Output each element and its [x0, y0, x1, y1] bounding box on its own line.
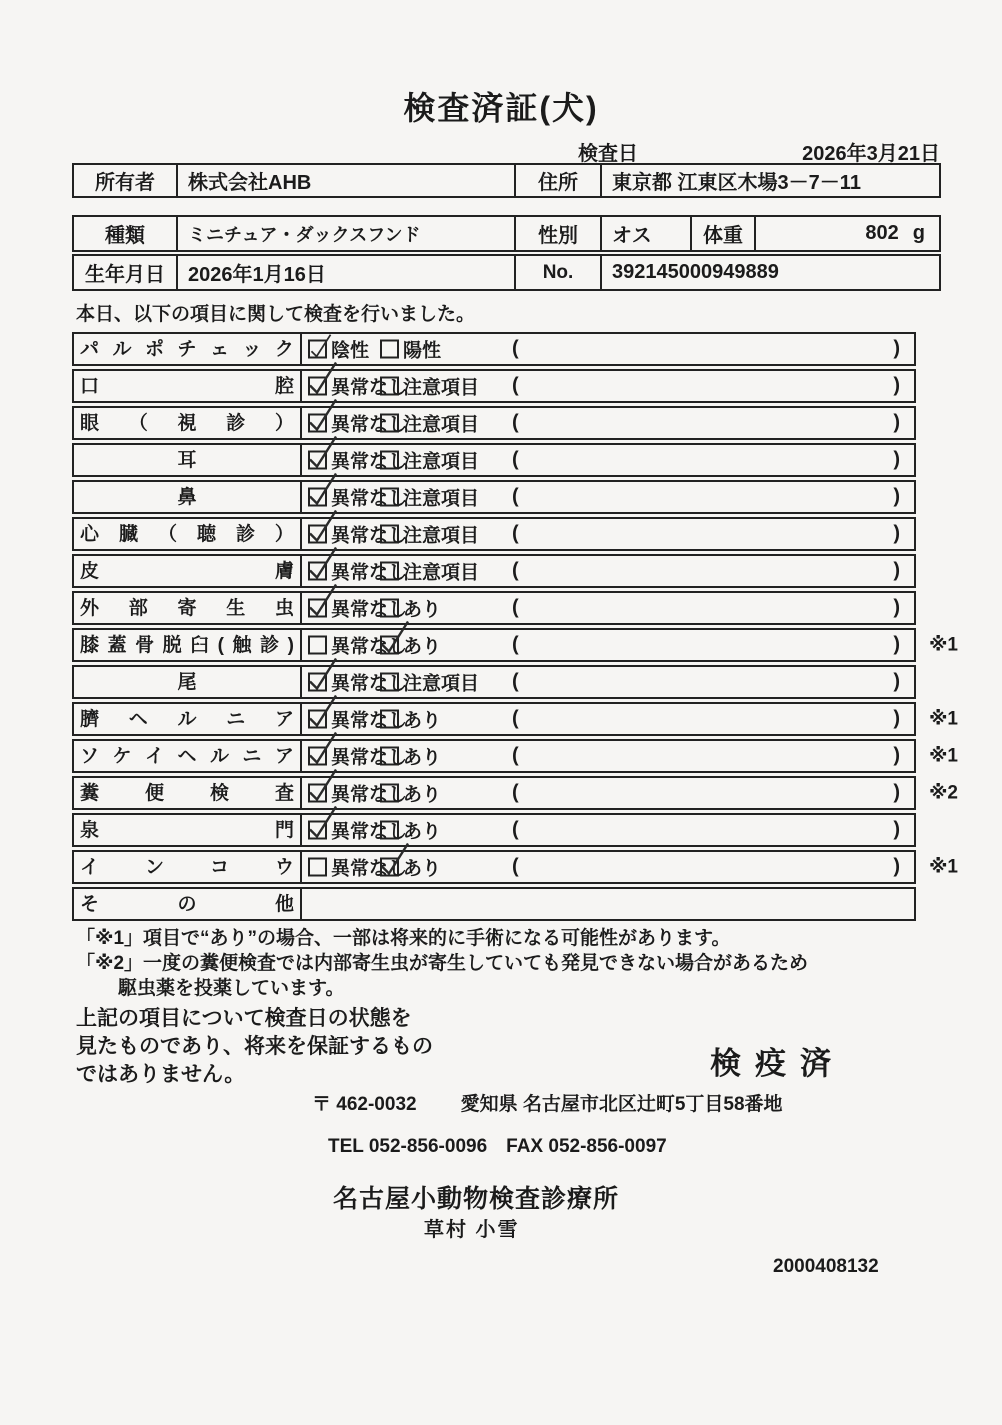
- result-option-1-label: 異常なし: [331, 451, 408, 473]
- remark-paren-open: (: [512, 744, 519, 767]
- checkbox-icon: [308, 710, 327, 729]
- checkmark-icon: [308, 360, 338, 396]
- inspection-row: [72, 776, 958, 810]
- inspection-item-label-cell: [74, 445, 302, 475]
- remark-paren-close: ): [893, 559, 900, 582]
- checkbox-icon: [380, 710, 399, 729]
- remark-paren-close: ): [893, 374, 900, 397]
- result-option-1-label: 異常なし: [331, 414, 408, 436]
- clinic-tel-fax: TEL 052-856-0096 FAX 052-856-0097: [328, 1136, 667, 1157]
- inspection-item-label-cell: [74, 704, 302, 734]
- inspection-row: [72, 406, 916, 440]
- checkbox-icon: [308, 858, 327, 877]
- result-option-1-label: 異常なし: [331, 821, 408, 843]
- inspection-item-label-cell: [74, 334, 302, 364]
- result-option-2-label: 注意項目: [403, 673, 480, 695]
- result-option-2: [380, 373, 479, 400]
- inspection-table: [72, 332, 958, 924]
- checkmark-icon: [308, 508, 338, 544]
- inspection-item-label: 皮 膚: [80, 560, 294, 582]
- result-option-2: [380, 669, 479, 696]
- checkbox-icon: [380, 340, 399, 359]
- address-value: 東京都 江東区木場3－7－11: [600, 165, 939, 196]
- reference-mark: ※2: [928, 782, 958, 804]
- result-option-2-label: 注意項目: [403, 414, 480, 436]
- checkbox-icon: [308, 377, 327, 396]
- checkbox-icon: [380, 673, 399, 692]
- statement-line: ではありません。: [76, 1063, 246, 1086]
- disclaimer-statement: [76, 1005, 433, 1089]
- inspection-item-label-cell: [74, 889, 302, 919]
- remark-paren-close: ): [893, 781, 900, 804]
- checkbox-icon: [380, 636, 399, 655]
- result-option-1-label: 異常なし: [331, 636, 408, 658]
- result-option-1-label: 異常なし: [331, 747, 408, 769]
- result-option-1-label: 異常なし: [331, 488, 408, 510]
- remark-paren-close: ): [893, 707, 900, 730]
- examiner-name: 草村 小雪: [424, 1219, 520, 1241]
- inspection-item-options: [302, 667, 914, 697]
- remark-paren-close: ): [893, 596, 900, 619]
- result-option-2: [380, 447, 479, 474]
- result-option-2-label: あり: [403, 636, 442, 658]
- checkmark-icon: [308, 767, 338, 803]
- inspection-item-label-cell: [74, 815, 302, 845]
- inspection-item-label-cell: [74, 482, 302, 512]
- checkbox-icon: [380, 821, 399, 840]
- inspection-item-options: [302, 408, 914, 438]
- document-title: 検査済証(犬): [403, 90, 599, 126]
- inspection-row: [72, 628, 958, 662]
- remark-paren-open: (: [512, 818, 519, 841]
- checkbox-icon: [308, 414, 327, 433]
- result-option-2-label: あり: [403, 784, 442, 806]
- remark-paren-open: (: [512, 559, 519, 582]
- breed-value: ミニチュア・ダックスフンド: [176, 217, 514, 250]
- inspection-item-label: 口 腔: [80, 375, 294, 397]
- remark-paren-open: (: [512, 374, 519, 397]
- remark-paren-open: (: [512, 633, 519, 656]
- inspection-item-options: [302, 889, 914, 919]
- checkbox-icon: [380, 377, 399, 396]
- checkmark-icon: [380, 841, 410, 877]
- number-label: No.: [514, 256, 600, 289]
- weight-label: 体重: [690, 217, 754, 250]
- checkbox-icon: [308, 747, 327, 766]
- inspection-item-options: [302, 445, 914, 475]
- checkmark-icon: [308, 397, 338, 433]
- remark-paren-close: ): [893, 633, 900, 656]
- footnote-line: 「※1」項目で“あり”の場合、一部は将来的に手術になる可能性があります。: [76, 928, 731, 949]
- checkmark-icon: [308, 582, 338, 618]
- inspection-row: [72, 369, 916, 403]
- weight-number: 802: [865, 222, 899, 244]
- remark-paren-open: (: [512, 411, 519, 434]
- address-label: 住所: [514, 165, 600, 196]
- checkbox-icon: [380, 747, 399, 766]
- checkbox-icon: [380, 784, 399, 803]
- result-option-1-label: 異常なし: [331, 562, 408, 584]
- sex-label: 性別: [514, 217, 600, 250]
- inspection-date-label: 検査日: [578, 143, 638, 165]
- remark-paren-open: (: [512, 855, 519, 878]
- checkbox-icon: [308, 599, 327, 618]
- inspection-item-label-cell: [74, 593, 302, 623]
- reference-mark: ※1: [928, 856, 958, 878]
- remark-paren-close: ): [893, 522, 900, 545]
- result-option-2: [380, 780, 441, 807]
- checkbox-icon: [380, 562, 399, 581]
- checkbox-icon: [380, 599, 399, 618]
- remark-paren-open: (: [512, 522, 519, 545]
- checkmark-icon: [380, 619, 410, 655]
- remark-paren-open: (: [512, 448, 519, 471]
- remark-paren-close: ): [893, 485, 900, 508]
- remark-paren-open: (: [512, 485, 519, 508]
- result-option-2-label: あり: [403, 710, 442, 732]
- result-option-2: [380, 336, 441, 363]
- checkbox-icon: [308, 451, 327, 470]
- result-option-2-label: 陽性: [403, 340, 442, 362]
- result-option-1-label: 異常なし: [331, 784, 408, 806]
- remark-paren-open: (: [512, 337, 519, 360]
- result-option-2-label: あり: [403, 747, 442, 769]
- statement-line: 見たものであり、将来を保証するもの: [76, 1035, 433, 1058]
- checkbox-icon: [308, 636, 327, 655]
- inspection-item-options: [302, 334, 914, 364]
- inspection-item-label-cell: [74, 630, 302, 660]
- result-option-2: [380, 558, 479, 585]
- inspection-row: [72, 443, 916, 477]
- result-option-2: [380, 706, 441, 733]
- inspection-item-label-cell: [74, 371, 302, 401]
- checkmark-icon: [308, 471, 338, 507]
- inspection-item-options: [302, 519, 914, 549]
- result-option-2-label: あり: [403, 599, 442, 621]
- inspection-item-label: イ ン コ ウ: [80, 856, 294, 878]
- result-option-2: [380, 854, 441, 881]
- remark-paren-close: ): [893, 337, 900, 360]
- inspection-date-value: 2026年3月21日: [802, 143, 940, 165]
- inspection-row: [72, 332, 916, 366]
- inspection-item-options: [302, 630, 958, 660]
- result-option-2: [380, 817, 441, 844]
- checkbox-icon: [308, 525, 327, 544]
- inspection-item-options: [302, 852, 958, 882]
- remark-paren-close: ): [893, 855, 900, 878]
- inspection-item-label: ソ ケ イ ヘ ル ニ ア: [80, 745, 294, 767]
- result-option-2-label: 注意項目: [403, 377, 480, 399]
- birth-table-row: [72, 254, 941, 291]
- remark-paren-close: ): [893, 744, 900, 767]
- result-option-2-label: 注意項目: [403, 488, 480, 510]
- result-option-2-label: 注意項目: [403, 451, 480, 473]
- checkmark-icon: [308, 434, 338, 470]
- owner-table-row: [72, 163, 941, 198]
- clinic-postal-code: 〒 462-0032: [312, 1094, 417, 1115]
- reference-mark: ※1: [928, 634, 958, 656]
- result-option-2: [380, 521, 479, 548]
- inspection-row: [72, 813, 916, 847]
- clinic-address-line: [312, 1089, 783, 1116]
- result-option-2: [380, 410, 479, 437]
- result-option-1-label: 異常なし: [331, 525, 408, 547]
- birthdate-label: 生年月日: [85, 264, 165, 286]
- inspection-row: [72, 480, 916, 514]
- intro-sentence: 本日、以下の項目に関して検査を行いました。: [76, 304, 476, 325]
- result-option-2: [380, 743, 441, 770]
- number-value: 392145000949889: [600, 256, 939, 289]
- result-option-1-label: 異常なし: [331, 858, 408, 880]
- inspection-item-label: 泉 門: [80, 819, 294, 841]
- result-option-1-label: 異常なし: [331, 673, 408, 695]
- checkbox-icon: [308, 784, 327, 803]
- statement-line: 上記の項目について検査日の状態を: [76, 1007, 412, 1030]
- remark-paren-close: ): [893, 670, 900, 693]
- inspection-item-label: そ の 他: [80, 893, 294, 915]
- inspection-row: [72, 517, 916, 551]
- inspection-item-label-cell: [74, 408, 302, 438]
- remark-paren-open: (: [512, 781, 519, 804]
- inspection-item-options: [302, 741, 958, 771]
- inspection-item-options: [302, 778, 958, 808]
- inspection-row: [72, 702, 958, 736]
- footnote-line: 「※2」一度の糞便検査では内部寄生虫が寄生していても発見できない場合があるため: [76, 953, 809, 974]
- result-option-1-label: 異常なし: [331, 710, 408, 732]
- checkmark-icon: [308, 545, 338, 581]
- remark-paren-close: ): [893, 448, 900, 471]
- inspection-item-label-cell: [74, 519, 302, 549]
- checkbox-icon: [380, 451, 399, 470]
- result-option-2-label: 注意項目: [403, 525, 480, 547]
- inspection-item-label: 眼 （ 視 診 ）: [80, 412, 294, 434]
- inspection-item-label: 心 臓 （ 聴 診 ）: [80, 523, 294, 545]
- inspection-item-label-cell: [74, 667, 302, 697]
- footnotes: [76, 926, 956, 1001]
- checkbox-icon: [308, 673, 327, 692]
- inspection-item-label: 膝 蓋 骨 脱 臼 ( 触 診 ): [80, 634, 294, 656]
- inspection-row: [72, 665, 916, 699]
- reference-mark: ※1: [928, 708, 958, 730]
- inspection-item-options: [302, 371, 914, 401]
- quarantine-passed-stamp: 検疫済: [710, 1046, 845, 1081]
- inspection-item-label-cell: [74, 556, 302, 586]
- owner-value: 株式会社AHB: [176, 165, 514, 196]
- inspection-item-label: 糞 便 検 査: [80, 782, 294, 804]
- inspection-item-label: パ ル ポ チ ェ ッ ク: [80, 338, 294, 360]
- result-option-1: [308, 336, 369, 363]
- inspection-item-options: [302, 482, 914, 512]
- checkbox-icon: [380, 488, 399, 507]
- remark-paren-open: (: [512, 707, 519, 730]
- checkmark-icon: [308, 656, 338, 692]
- result-option-2-label: 注意項目: [403, 562, 480, 584]
- checkmark-icon: [308, 693, 338, 729]
- checkbox-icon: [308, 821, 327, 840]
- inspection-row: [72, 850, 958, 884]
- clinic-name: 名古屋小動物検査診療所: [333, 1185, 620, 1213]
- result-option-2: [380, 595, 441, 622]
- checkbox-icon: [308, 340, 327, 359]
- sex-value: オス: [600, 217, 690, 250]
- remark-paren-close: ): [893, 411, 900, 434]
- result-option-2: [380, 484, 479, 511]
- checkbox-icon: [380, 858, 399, 877]
- breed-label: 種類: [105, 225, 145, 247]
- result-option-1-label: 陰性: [331, 340, 370, 362]
- inspection-item-label: 耳: [177, 449, 197, 471]
- inspection-item-options: [302, 556, 914, 586]
- birthdate-value: 2026年1月16日: [176, 256, 514, 289]
- inspection-item-label: 臍 ヘ ル ニ ア: [80, 708, 294, 730]
- inspection-item-label-cell: [74, 741, 302, 771]
- result-option-2: [380, 632, 441, 659]
- result-option-2-label: あり: [403, 821, 442, 843]
- breed-table-row: [72, 215, 941, 252]
- checkbox-icon: [308, 562, 327, 581]
- checkmark-icon: [310, 333, 332, 359]
- inspection-row: [72, 887, 916, 921]
- inspection-item-label-cell: [74, 778, 302, 808]
- footnote-line: 駆虫薬を投薬しています。: [118, 978, 345, 999]
- serial-number: 2000408132: [773, 1256, 879, 1277]
- checkbox-icon: [380, 525, 399, 544]
- inspection-item-options: [302, 704, 958, 734]
- checkbox-icon: [308, 488, 327, 507]
- inspection-row: [72, 554, 916, 588]
- result-option-2-label: あり: [403, 858, 442, 880]
- result-option-1-label: 異常なし: [331, 377, 408, 399]
- reference-mark: ※1: [928, 745, 958, 767]
- remark-paren-open: (: [512, 670, 519, 693]
- inspection-item-label: 鼻: [177, 486, 197, 508]
- checkbox-icon: [380, 414, 399, 433]
- inspection-row: [72, 591, 916, 625]
- checkmark-icon: [308, 730, 338, 766]
- remark-paren-open: (: [512, 596, 519, 619]
- owner-label: 所有者: [95, 172, 155, 194]
- inspection-item-label: 外 部 寄 生 虫: [80, 597, 294, 619]
- result-option-1-label: 異常なし: [331, 599, 408, 621]
- inspection-row: [72, 739, 958, 773]
- inspection-item-label-cell: [74, 852, 302, 882]
- remark-paren-close: ): [893, 818, 900, 841]
- checkmark-icon: [308, 804, 338, 840]
- inspection-item-label: 尾: [177, 671, 197, 693]
- weight-unit: g: [912, 222, 925, 244]
- clinic-address: 愛知県 名古屋市北区辻町5丁目58番地: [460, 1094, 783, 1115]
- weight-value: [754, 217, 939, 250]
